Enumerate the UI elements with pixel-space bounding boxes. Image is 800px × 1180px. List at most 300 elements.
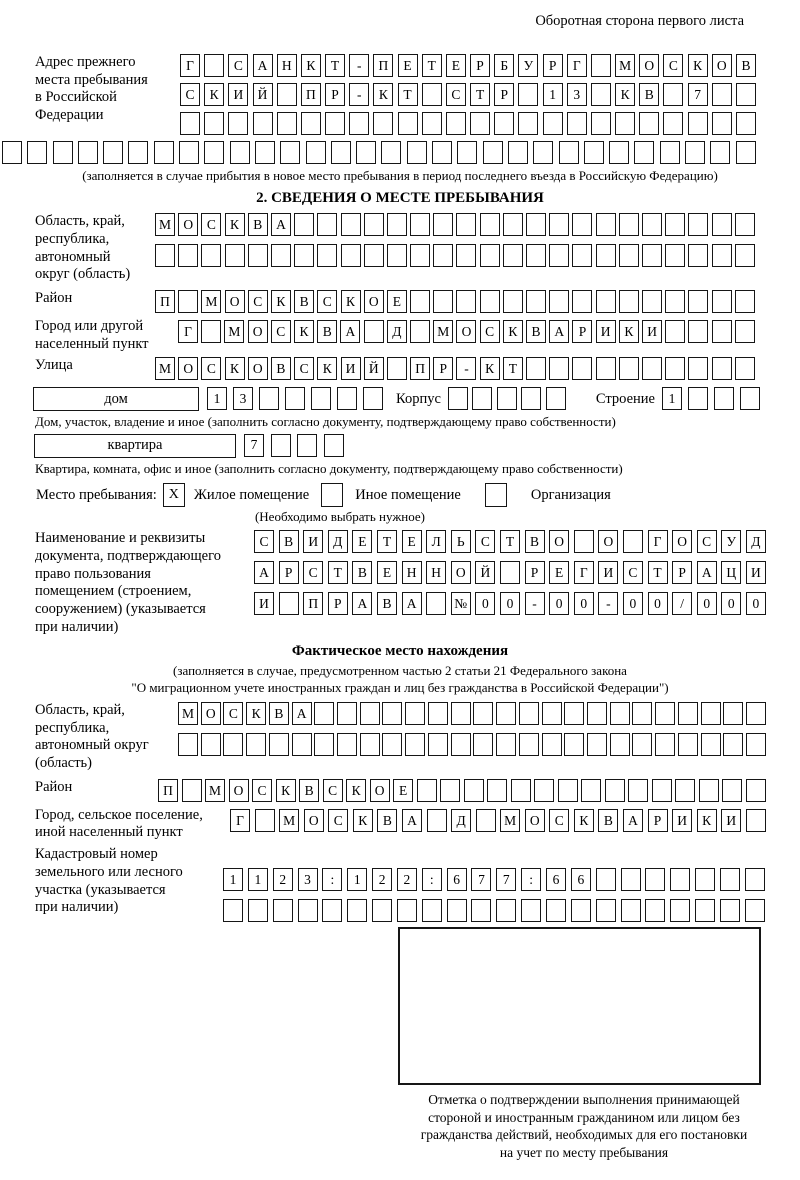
char-box: И xyxy=(642,320,662,343)
prev-address-label xyxy=(35,54,180,125)
char-box: Р xyxy=(470,54,490,77)
char-box xyxy=(645,899,665,922)
char-box xyxy=(665,244,685,267)
char-box: Г xyxy=(574,561,594,584)
header-note: Оборотная сторона первого листа xyxy=(535,13,744,29)
gorod-label xyxy=(35,318,178,353)
char-box xyxy=(471,899,491,922)
char-box xyxy=(230,141,250,164)
char-box xyxy=(297,434,317,457)
char-box xyxy=(587,733,607,756)
char-box xyxy=(596,290,616,313)
char-box xyxy=(695,868,715,891)
char-box: 1 xyxy=(248,868,268,891)
char-box xyxy=(480,290,500,313)
char-box xyxy=(248,899,268,922)
char-box xyxy=(325,112,345,135)
char-box: Р xyxy=(672,561,692,584)
char-box: П xyxy=(373,54,393,77)
document-row-2 xyxy=(254,561,766,584)
char-box: - xyxy=(456,357,476,380)
char-box: Е xyxy=(393,779,413,802)
char-box: П xyxy=(155,290,175,313)
char-box xyxy=(27,141,47,164)
char-box xyxy=(447,899,467,922)
char-box xyxy=(655,702,675,725)
oblast-row-1 xyxy=(155,213,755,236)
char-box xyxy=(746,702,766,725)
char-box xyxy=(259,387,279,410)
char-box: Т xyxy=(325,54,345,77)
char-box xyxy=(269,733,289,756)
text-line: автономный округ xyxy=(35,737,149,754)
char-box xyxy=(710,141,730,164)
char-box: А xyxy=(340,320,360,343)
prev-address-row-3 xyxy=(180,112,756,135)
char-box: С xyxy=(294,357,314,380)
prev-address-row-1 xyxy=(180,54,756,77)
char-box xyxy=(712,213,732,236)
char-box xyxy=(496,733,516,756)
char-box xyxy=(652,779,672,802)
char-box: Т xyxy=(398,83,418,106)
char-box xyxy=(363,387,383,410)
char-box xyxy=(722,779,742,802)
char-box xyxy=(204,54,224,77)
char-box xyxy=(549,244,569,267)
char-box: К xyxy=(373,83,393,106)
text-line: документа, подтверждающего xyxy=(35,547,221,564)
char-box xyxy=(675,779,695,802)
char-box: Н xyxy=(426,561,446,584)
char-box xyxy=(746,809,766,832)
char-box: И xyxy=(596,320,616,343)
char-box: К xyxy=(480,357,500,380)
char-box xyxy=(496,899,516,922)
char-box: О xyxy=(248,357,268,380)
char-box xyxy=(745,868,765,891)
char-box: 0 xyxy=(549,592,569,615)
prev-address-grid xyxy=(180,54,756,135)
char-box xyxy=(701,733,721,756)
actual-rayon-label: Район xyxy=(35,778,73,795)
text-line: "О миграционном учете иностранных граждан и лиц без гражданства в Российской Федерации") xyxy=(131,680,669,696)
char-box xyxy=(546,387,566,410)
char-box: О xyxy=(178,213,198,236)
text-line: участка (указывается xyxy=(35,881,166,898)
char-box xyxy=(735,290,755,313)
char-box xyxy=(572,213,592,236)
char-box xyxy=(356,141,376,164)
char-box xyxy=(564,702,584,725)
stroenie-label: Строение xyxy=(595,391,655,408)
kvartira-caption: Квартира, комната, офис и иное (заполнить согласно документу, подтверждающему право собственности) xyxy=(35,460,623,476)
text-line: Область, край, xyxy=(35,702,125,719)
char-box xyxy=(426,592,446,615)
document-grid xyxy=(254,530,766,615)
char-box xyxy=(619,357,639,380)
char-box xyxy=(619,290,639,313)
char-box xyxy=(178,244,198,267)
char-box xyxy=(712,357,732,380)
char-box xyxy=(228,112,248,135)
char-box xyxy=(574,530,594,553)
kvartira-box-label: квартира xyxy=(34,434,236,458)
char-box xyxy=(448,387,468,410)
char-box xyxy=(542,733,562,756)
char-box: А xyxy=(292,702,312,725)
dom-cells xyxy=(207,387,383,410)
char-box: И xyxy=(598,561,618,584)
text-line: Область, край, xyxy=(35,213,125,230)
actual-location-title: Фактическое место нахождения xyxy=(291,643,509,660)
char-box xyxy=(714,387,734,410)
char-box: Й xyxy=(364,357,384,380)
actual-gorod-row xyxy=(230,809,766,832)
char-box xyxy=(736,112,756,135)
char-box xyxy=(410,244,430,267)
char-box xyxy=(559,141,579,164)
char-box xyxy=(572,244,592,267)
char-box: О xyxy=(639,54,659,77)
char-box: С xyxy=(549,809,569,832)
char-box xyxy=(688,320,708,343)
char-box xyxy=(246,733,266,756)
ulitsa-field xyxy=(35,357,800,380)
char-box: Е xyxy=(352,530,372,553)
char-box: Д xyxy=(451,809,471,832)
text-line: при наличии) xyxy=(35,899,119,916)
char-box xyxy=(628,779,648,802)
char-box xyxy=(670,899,690,922)
char-box: Л xyxy=(426,530,446,553)
dom-box-label: дом xyxy=(33,387,199,411)
char-box xyxy=(546,899,566,922)
char-box xyxy=(736,141,756,164)
char-box xyxy=(285,387,305,410)
char-box xyxy=(473,702,493,725)
char-box xyxy=(645,868,665,891)
char-box xyxy=(433,290,453,313)
char-box: Б xyxy=(494,54,514,77)
char-box: Д xyxy=(328,530,348,553)
char-box xyxy=(422,83,442,106)
char-box xyxy=(480,244,500,267)
char-box xyxy=(382,733,402,756)
char-box: М xyxy=(201,290,221,313)
char-box: Н xyxy=(402,561,422,584)
char-box: Е xyxy=(398,54,418,77)
rayon-label: Район xyxy=(35,290,73,306)
char-box: М xyxy=(279,809,299,832)
char-box: В xyxy=(248,213,268,236)
char-box xyxy=(360,733,380,756)
char-box xyxy=(324,434,344,457)
char-box xyxy=(663,83,683,106)
char-box xyxy=(78,141,98,164)
char-box: Г xyxy=(567,54,587,77)
text-line: Адрес прежнего xyxy=(35,54,136,70)
char-box xyxy=(735,244,755,267)
char-box: П xyxy=(301,83,321,106)
char-box: С xyxy=(228,54,248,77)
char-box xyxy=(678,733,698,756)
char-box: Е xyxy=(549,561,569,584)
char-box: Е xyxy=(387,290,407,313)
char-box xyxy=(665,290,685,313)
char-box xyxy=(341,213,361,236)
char-box: Т xyxy=(500,530,520,553)
char-box: С xyxy=(201,357,221,380)
char-box xyxy=(410,320,430,343)
oblast-row-2 xyxy=(155,244,755,267)
char-box: К xyxy=(346,779,366,802)
char-box xyxy=(610,702,630,725)
char-box xyxy=(483,141,503,164)
char-box xyxy=(372,899,392,922)
char-box: В xyxy=(377,592,397,615)
char-box: К xyxy=(574,809,594,832)
char-box xyxy=(615,112,635,135)
char-box xyxy=(398,112,418,135)
char-box xyxy=(428,702,448,725)
text-line: помещением (строением, xyxy=(35,583,192,600)
char-box xyxy=(280,141,300,164)
char-box xyxy=(53,141,73,164)
char-box: 1 xyxy=(347,868,367,891)
char-box: 0 xyxy=(697,592,717,615)
char-box xyxy=(410,213,430,236)
char-box: О xyxy=(712,54,732,77)
char-box: В xyxy=(598,809,618,832)
char-box: М xyxy=(205,779,225,802)
char-box xyxy=(337,387,357,410)
prev-address-caption: (заполняется в случае прибытия в новое место пребывания в период последнего въезда в Российскую Федерацию) xyxy=(82,168,718,183)
char-box: Г xyxy=(648,530,668,553)
char-box: - xyxy=(525,592,545,615)
char-box xyxy=(591,83,611,106)
char-box: 2 xyxy=(372,868,392,891)
char-box xyxy=(558,779,578,802)
char-box xyxy=(746,779,766,802)
char-box xyxy=(665,320,685,343)
char-box xyxy=(712,83,732,106)
char-box xyxy=(364,244,384,267)
gorod-row xyxy=(178,320,755,343)
char-box xyxy=(596,899,616,922)
char-box: К xyxy=(688,54,708,77)
char-box xyxy=(665,213,685,236)
char-box xyxy=(178,733,198,756)
char-box xyxy=(317,213,337,236)
char-box: № xyxy=(451,592,471,615)
stay-type-field xyxy=(36,483,800,507)
char-box xyxy=(223,899,243,922)
char-box xyxy=(663,112,683,135)
char-box xyxy=(688,112,708,135)
char-box: 0 xyxy=(648,592,668,615)
char-box xyxy=(526,290,546,313)
char-box: Т xyxy=(648,561,668,584)
char-box xyxy=(331,141,351,164)
document-row-1 xyxy=(254,530,766,553)
char-box: Р xyxy=(494,83,514,106)
char-box xyxy=(642,290,662,313)
char-box: О xyxy=(525,809,545,832)
char-box xyxy=(182,779,202,802)
prev-address-row-2 xyxy=(180,83,756,106)
char-box xyxy=(494,112,514,135)
char-box: С xyxy=(201,213,221,236)
dom-field xyxy=(33,387,800,411)
char-box: 0 xyxy=(500,592,520,615)
char-box: Г xyxy=(230,809,250,832)
char-box xyxy=(695,899,715,922)
char-box xyxy=(457,141,477,164)
text-line: Кадастровый номер xyxy=(35,846,158,863)
char-box: С xyxy=(663,54,683,77)
char-box xyxy=(301,112,321,135)
char-box xyxy=(591,54,611,77)
char-box: С xyxy=(248,290,268,313)
char-box xyxy=(382,702,402,725)
text-line: право пользования xyxy=(35,565,151,582)
char-box: Р xyxy=(279,561,299,584)
char-box xyxy=(712,320,732,343)
char-box xyxy=(294,244,314,267)
char-box xyxy=(610,733,630,756)
char-box xyxy=(526,357,546,380)
char-box: Ц xyxy=(721,561,741,584)
char-box: О xyxy=(456,320,476,343)
char-box: Р xyxy=(328,592,348,615)
residential-label: Жилое помещение xyxy=(193,486,310,503)
char-box xyxy=(476,809,496,832)
char-box xyxy=(364,320,384,343)
char-box xyxy=(621,868,641,891)
char-box xyxy=(440,779,460,802)
char-box: Т xyxy=(328,561,348,584)
char-box xyxy=(581,779,601,802)
char-box: 1 xyxy=(223,868,243,891)
organization-checkbox xyxy=(485,483,507,507)
kadastr-row-2 xyxy=(223,899,765,922)
actual-oblast-field xyxy=(35,702,800,773)
char-box: 3 xyxy=(298,868,318,891)
char-box xyxy=(572,290,592,313)
char-box xyxy=(723,733,743,756)
char-box xyxy=(364,213,384,236)
char-box xyxy=(417,779,437,802)
char-box xyxy=(564,733,584,756)
char-box xyxy=(204,112,224,135)
char-box: Г xyxy=(180,54,200,77)
char-box: С xyxy=(252,779,272,802)
char-box: М xyxy=(155,357,175,380)
char-box xyxy=(322,899,342,922)
char-box xyxy=(397,899,417,922)
char-box: С xyxy=(271,320,291,343)
char-box: У xyxy=(721,530,741,553)
char-box xyxy=(701,702,721,725)
char-box xyxy=(277,83,297,106)
char-box xyxy=(591,112,611,135)
text-line: республика, xyxy=(35,230,110,247)
char-box xyxy=(279,592,299,615)
char-box: К xyxy=(317,357,337,380)
char-box: А xyxy=(402,592,422,615)
char-box: К xyxy=(503,320,523,343)
char-box xyxy=(518,112,538,135)
oblast-grid xyxy=(155,213,755,267)
char-box: И xyxy=(672,809,692,832)
char-box: А xyxy=(623,809,643,832)
char-box xyxy=(387,244,407,267)
char-box xyxy=(446,112,466,135)
char-box: 6 xyxy=(447,868,467,891)
char-box: К xyxy=(276,779,296,802)
text-line: республика, xyxy=(35,719,110,736)
char-box: И xyxy=(303,530,323,553)
char-box xyxy=(464,779,484,802)
char-box xyxy=(387,213,407,236)
char-box: К xyxy=(301,54,321,77)
char-box xyxy=(248,244,268,267)
text-line: (заполняется в случае, предусмотренном частью 2 статьи 21 Федерального закона xyxy=(173,663,627,679)
text-line: на учет по месту пребывания xyxy=(499,1144,669,1160)
char-box xyxy=(712,244,732,267)
char-box: М xyxy=(155,213,175,236)
stroenie-cells xyxy=(662,387,760,410)
text-line: округ (область) xyxy=(35,266,131,283)
char-box xyxy=(428,733,448,756)
char-box xyxy=(567,112,587,135)
char-box xyxy=(521,387,541,410)
char-box xyxy=(497,387,517,410)
char-box xyxy=(451,702,471,725)
kvartira-field xyxy=(34,434,800,458)
char-box xyxy=(128,141,148,164)
char-box: П xyxy=(410,357,430,380)
char-box xyxy=(526,244,546,267)
char-box xyxy=(665,357,685,380)
actual-oblast-row-1 xyxy=(178,702,766,725)
char-box: Е xyxy=(402,530,422,553)
char-box xyxy=(619,213,639,236)
char-box: : xyxy=(422,868,442,891)
char-box xyxy=(472,387,492,410)
actual-gorod-field xyxy=(35,807,800,842)
char-box: О xyxy=(304,809,324,832)
char-box xyxy=(634,141,654,164)
char-box: 0 xyxy=(574,592,594,615)
char-box: И xyxy=(746,561,766,584)
text-line: Город, сельское поселение, xyxy=(35,806,203,823)
char-box: С xyxy=(223,702,243,725)
char-box: Ь xyxy=(451,530,471,553)
char-box: С xyxy=(323,779,343,802)
char-box xyxy=(487,779,507,802)
other-premises-checkbox xyxy=(321,483,343,507)
char-box xyxy=(432,141,452,164)
stamp-box xyxy=(398,927,761,1085)
char-box: К xyxy=(225,213,245,236)
char-box xyxy=(736,83,756,106)
char-box: 3 xyxy=(567,83,587,106)
char-box xyxy=(277,112,297,135)
char-box xyxy=(740,387,760,410)
char-box xyxy=(271,434,291,457)
